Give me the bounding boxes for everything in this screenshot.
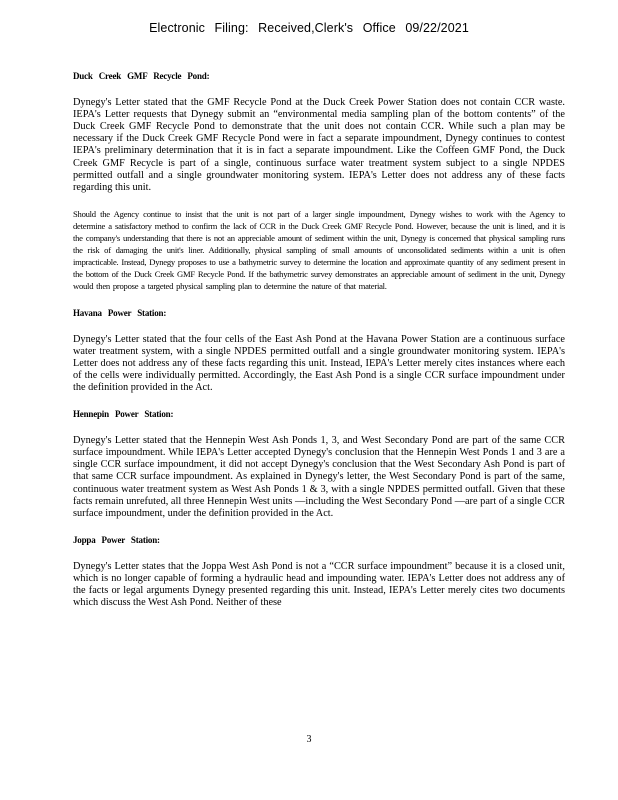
- body-paragraph: Dynegy's Letter stated that the four cells of the East Ash Pond at the Havana Power Station are a continuous surface water treatment system, with a single NPDES permitted outfall and a single groundwater monitoring system. IEPA's Letter does not address any of these facts regarding this unit. Instead, IEPA's Letter merely cites instances where each of the cells were individually permitted. Accordingly, the East Ash Pond is a single CCR surface impoundment under the definition provided in the Act.: [73, 333, 565, 393]
- body-paragraph: Dynegy's Letter states that the Joppa West Ash Pond is not a “CCR surface impoundment” because it is a closed unit, which is no longer capable of forming a hydraulic head and impounding water. IEPA's Letter does not address any of the facts or legal arguments Dynegy presented regarding this unit. Instead, IEPA's Letter merely cites two documents which discuss the West Ash Pond. Neither of these: [73, 560, 565, 609]
- section-heading: Joppa Power Station:: [73, 534, 160, 545]
- section-hennepin: [73, 408, 565, 520]
- filing-stamp-header: Electronic Filing: Received,Clerk's Office 09/22/2021: [149, 21, 469, 35]
- section-heading: Havana Power Station:: [73, 307, 167, 318]
- body-paragraph: Dynegy's Letter stated that the GMF Recycle Pond at the Duck Creek Power Station does not contain CCR waste. IEPA's Letter requests that Dynegy submit an “environmental media sampling plan of the bottom contents” of the Duck Creek GMF Recycle Pond to demonstrate that the unit does not contain CCR. While such a plan may be necessary if the Duck Creek GMF Recycle Pond were in fact a separate impoundment, Dynegy continues to contest IEPA's preliminary determination that it is in fact a separate impoundment. Like the Coffeen GMF Pond, the Duck Creek GMF Recycle is part of a single, continuous surface water treatment system subject to a single NPDES permitted outfall and a single groundwater monitoring system. IEPA's Letter does not address any of these facts regarding this unit.: [73, 97, 565, 193]
- section-heading: Hennepin Power Station:: [73, 409, 174, 420]
- document-body: [73, 70, 565, 623]
- section-heading: Duck Creek GMF Recycle Pond:: [73, 71, 210, 81]
- section-havana: [73, 307, 565, 395]
- section-joppa: [73, 534, 565, 609]
- body-paragraph: Should the Agency continue to insist that the unit is not part of a larger single impoundment, Dynegy wishes to work with the Agency to determine a satisfactory method to confirm the lack of CCR in the Duck Creek GMF Recycle Pond. However, because the unit is lined, and it is the company's understanding that there is not an appreciable amount of sediment within the unit, Dynegy is concerned that physical sampling runs the risk of damaging the unit's liner. Additionally, physical sampling of small amounts of unconsolidated sediments within a unit is often impracticable. Instead, Dynegy proposes to use a bathymetric survey to determine the location and approximate quantity of any sediment present in the bottom of the Duck Creek GMF Recycle Pond. If the bathymetric survey demonstrates an appreciable amount of sediment in the unit, Dynegy would then propose a targeted physical sampling plan to determine the nature of that material.: [73, 208, 565, 292]
- body-paragraph: Dynegy's Letter stated that the Hennepin West Ash Ponds 1, 3, and West Secondary Pond are part of the same CCR surface impoundment. While IEPA's Letter accepted Dynegy's conclusion that the Hennepin West Ponds 1 and 3 are a single CCR surface impoundment, it did not accept Dynegy's conclusion that the West Secondary Ash Pond is part of that same CCR surface impoundment. As explained in Dynegy's letter, the West Secondary Pond is part of the same, continuous water treatment system as West Ash Ponds 1 & 3, with a single NPDES permitted outfall. Given that these facts remain unrefuted, all three Hennepin West units —including the West Secondary Pond —are part of a single CCR surface impoundment, under the definition provided in the Act.: [73, 435, 565, 519]
- section-duck-creek: [73, 70, 565, 293]
- page-number: 3: [306, 734, 312, 745]
